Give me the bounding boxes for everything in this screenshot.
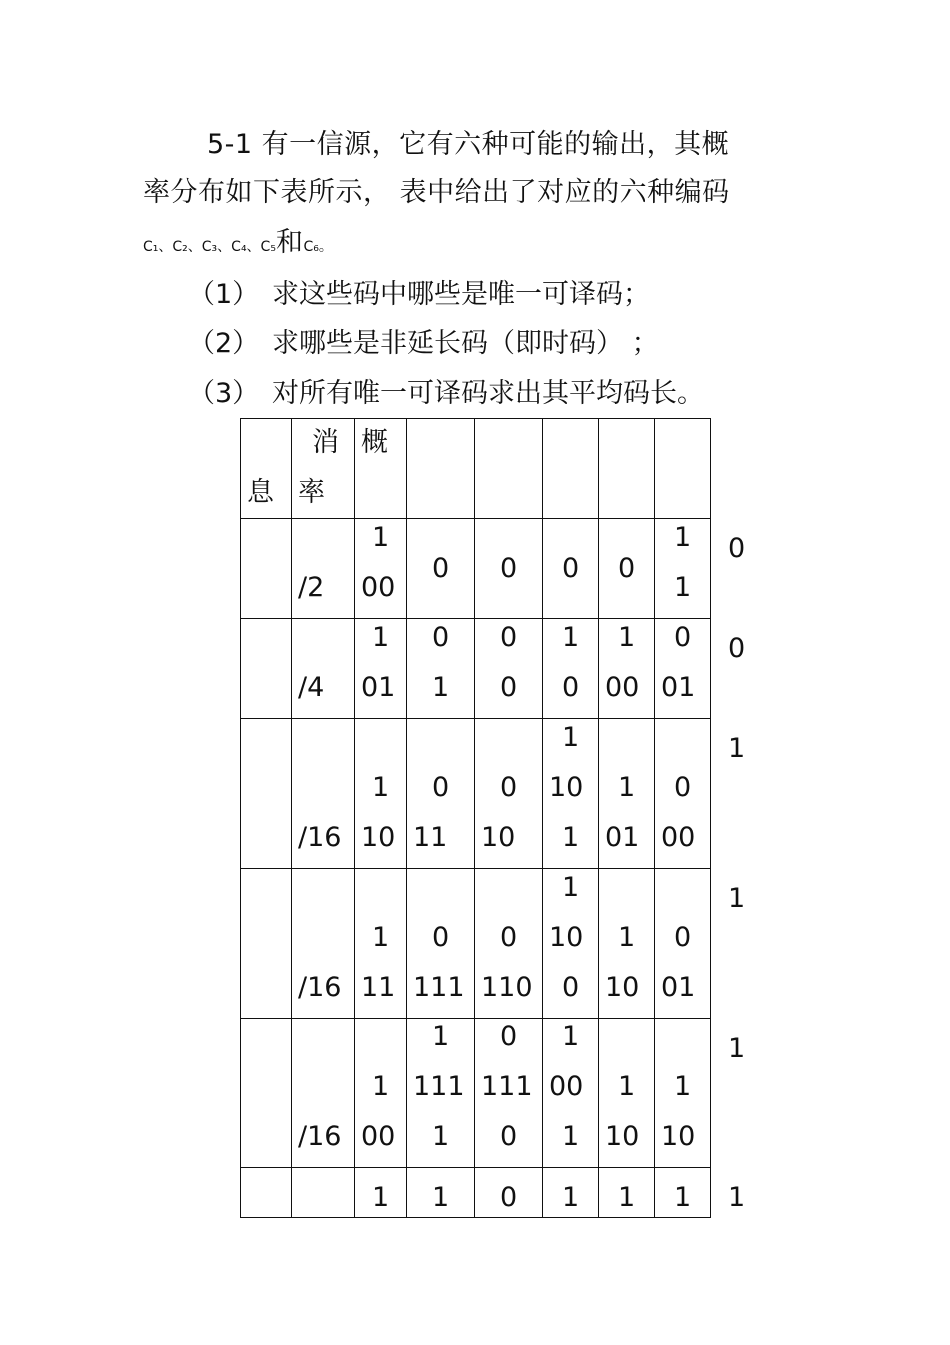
table-row-line <box>240 868 711 869</box>
code-c3-value: 0 <box>500 772 518 803</box>
code-c1-value: 11 <box>361 972 396 1003</box>
code-c6-value: 1 <box>674 1182 692 1213</box>
table-row-line <box>240 418 711 419</box>
code-c6-value: 01 <box>661 672 696 703</box>
code-c5-value: 10 <box>605 1121 640 1152</box>
code-c6-value: 0 <box>674 922 692 953</box>
code-c2-value: 1 <box>432 1121 450 1152</box>
question-number: （2） <box>188 328 260 359</box>
question-number: （3） <box>188 378 260 409</box>
overflow-column-value: 1 <box>728 1182 746 1213</box>
header-probability-label: 率 <box>298 477 325 508</box>
table-row-line <box>240 618 711 619</box>
code-c5-value: 1 <box>618 622 636 653</box>
table-column-line <box>291 418 292 1218</box>
probability-value: /16 <box>298 822 342 853</box>
question-text: 对所有唯一可译码求出其平均码长。 <box>272 378 704 409</box>
overflow-column-value: 1 <box>728 1033 746 1064</box>
code-c1-value: 10 <box>361 822 396 853</box>
code-c6-value: 1 <box>674 572 692 603</box>
code-last: C₆。 <box>303 239 333 255</box>
question-text: 求哪些是非延长码（即时码） ； <box>272 328 659 359</box>
code-c3-value: 111 <box>481 1071 533 1102</box>
question-3 <box>188 377 704 411</box>
code-c2-value: 1 <box>432 1021 450 1052</box>
code-c2-value: 0 <box>432 772 450 803</box>
table-column-line <box>240 418 241 1218</box>
code-c5-value: 00 <box>605 672 640 703</box>
code-c2-value: 0 <box>432 922 450 953</box>
code-c1-value: 00 <box>361 1121 396 1152</box>
code-c1-value: 01 <box>361 672 396 703</box>
code-c1-value: 1 <box>372 1182 390 1213</box>
table-row-line <box>240 1018 711 1019</box>
code-c5-value: 1 <box>618 1071 636 1102</box>
question-text: 求这些码中哪些是唯一可译码； <box>272 279 650 310</box>
header-message-label: 息 <box>247 477 274 508</box>
code-c6-value: 10 <box>661 1121 696 1152</box>
code-c3-value: 0 <box>500 672 518 703</box>
code-c2-value: 0 <box>432 553 450 584</box>
question-2 <box>188 327 659 361</box>
code-c5-value: 0 <box>618 553 636 584</box>
table-column-line <box>474 418 475 1218</box>
code-c2-value: 0 <box>432 622 450 653</box>
code-c3-value: 0 <box>500 1021 518 1052</box>
table-row-line <box>240 1167 711 1168</box>
code-c4-value: 0 <box>562 553 580 584</box>
probability-value: /16 <box>298 1121 342 1152</box>
code-c3-value: 110 <box>481 972 533 1003</box>
code-c2-value: 111 <box>413 972 465 1003</box>
code-c1-value: 1 <box>372 522 390 553</box>
code-c1-value: 1 <box>372 622 390 653</box>
table-row-line <box>240 518 711 519</box>
code-c2-value: 111 <box>413 1071 465 1102</box>
code-c4-value: 1 <box>562 622 580 653</box>
code-c4-value: 0 <box>562 972 580 1003</box>
code-c2-value: 1 <box>432 672 450 703</box>
code-c6-value: 0 <box>674 772 692 803</box>
code-c6-value: 00 <box>661 822 696 853</box>
table-column-line <box>354 418 355 1218</box>
code-c5-value: 01 <box>605 822 640 853</box>
code-c2-value: 1 <box>432 1182 450 1213</box>
code-c4-value: 1 <box>562 1182 580 1213</box>
code-c1-value: 1 <box>372 1071 390 1102</box>
table-column-line <box>542 418 543 1218</box>
code-names: C₁、C₂、C₃、C₄、C₅ <box>143 239 276 255</box>
probability-value: /16 <box>298 972 342 1003</box>
code-c3-value: 0 <box>500 622 518 653</box>
code-c3-value: 10 <box>481 822 516 853</box>
code-c6-value: 1 <box>674 522 692 553</box>
question-1 <box>188 278 650 312</box>
table-column-line <box>710 418 711 1218</box>
code-c4-value: 1 <box>562 722 580 753</box>
code-c3-value: 0 <box>500 553 518 584</box>
code-c6-value: 1 <box>674 1071 692 1102</box>
overflow-column-value: 0 <box>728 533 746 564</box>
code-c4-value: 1 <box>562 1121 580 1152</box>
table-column-line <box>598 418 599 1218</box>
table-row-line <box>240 718 711 719</box>
code-c5-value: 1 <box>618 922 636 953</box>
code-c4-value: 1 <box>562 1021 580 1052</box>
code-c1-value: 1 <box>372 922 390 953</box>
table-column-line <box>654 418 655 1218</box>
code-c4-value: 10 <box>549 772 584 803</box>
code-c4-value: 1 <box>562 872 580 903</box>
problem-line-2: 率分布如下表所示， 表中给出了对应的六种编码 <box>143 177 730 208</box>
probability-value: /4 <box>298 672 325 703</box>
code-c4-value: 00 <box>549 1071 584 1102</box>
problem-line-1: 5-1 有一信源，它有六种可能的输出，其概 <box>207 129 730 160</box>
code-c5-value: 1 <box>618 1182 636 1213</box>
code-c3-value: 0 <box>500 1121 518 1152</box>
question-number: （1） <box>188 279 260 310</box>
code-c5-value: 1 <box>618 772 636 803</box>
code-and: 和 <box>275 227 304 258</box>
overflow-column-value: 0 <box>728 633 746 664</box>
overflow-column-value: 1 <box>728 733 746 764</box>
code-c5-value: 10 <box>605 972 640 1003</box>
header-label-top: 消 <box>312 427 339 458</box>
table-row-line <box>240 1217 711 1218</box>
header-label-top: 概 <box>361 427 388 458</box>
probability-value: /2 <box>298 572 325 603</box>
code-list-line <box>143 226 333 264</box>
code-c6-value: 01 <box>661 972 696 1003</box>
code-c1-value: 1 <box>372 772 390 803</box>
code-c4-value: 1 <box>562 822 580 853</box>
overflow-column-value: 1 <box>728 883 746 914</box>
code-c4-value: 0 <box>562 672 580 703</box>
code-c3-value: 0 <box>500 922 518 953</box>
code-c2-value: 11 <box>413 822 448 853</box>
table-column-line <box>406 418 407 1218</box>
code-c4-value: 10 <box>549 922 584 953</box>
code-c3-value: 0 <box>500 1182 518 1213</box>
code-c1-value: 00 <box>361 572 396 603</box>
code-c6-value: 0 <box>674 622 692 653</box>
